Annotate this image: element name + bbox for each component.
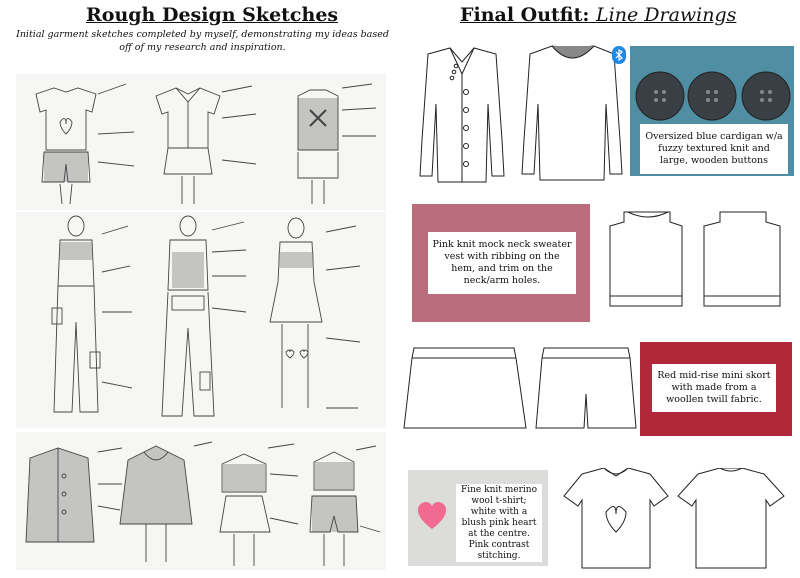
sketch-figure-shorts-set [310,446,380,566]
vest-line-drawings [602,206,792,314]
sketch-figure-crop-top [220,444,298,566]
cardigan-back-drawing [522,46,622,180]
sketch-figure-collar-top [156,86,256,204]
vest-caption: Pink knit mock neck sweater vest with ribbing on the hem, and trim on the neck/arm holes. [428,232,576,294]
sketch-row-2 [16,212,386,428]
skort-caption: Red mid-rise mini skort with made from a woollen twill fabric. [652,364,776,412]
skort-line-drawings [402,344,638,432]
sketch-figure-tshirt [36,84,134,204]
right-title-italic: Line Drawings [596,4,737,26]
sketch-row-3 [16,432,386,570]
sketch-row-1 [16,74,386,210]
heart-icon [416,500,448,532]
sketch-figure-hoodie [120,442,212,562]
right-title-prefix: Final Outfit: [460,4,590,26]
skort-front-drawing [404,348,526,428]
bluetooth-icon [612,46,626,64]
wooden-button-icon [688,72,736,120]
wooden-button-icon [742,72,790,120]
tshirt-back-drawing [678,468,784,568]
sketch-figure-utility [52,216,132,412]
tshirt-line-drawings [552,468,796,572]
cardigan-caption: Oversized blue cardigan w/a fuzzy textured knit and large, wooden buttons [640,124,788,174]
cardigan-front-drawing [420,48,504,182]
left-subtitle: Initial garment sketches completed by myself, demonstrating my ideas based off of my research and inspiration. [16,29,389,53]
right-title [460,4,736,26]
wooden-button-icon [636,72,684,120]
vest-front-drawing [610,212,682,306]
skort-back-drawing [536,348,636,428]
tshirt-caption: Fine knit merino wool t-shirt; white with a blush pink heart at the centre. Pink contrast stitching. [456,484,542,562]
cardigan-line-drawings [400,44,630,194]
sketch-figure-jacket [26,448,122,542]
sketch-figure-vest [298,84,376,204]
tshirt-front-drawing [564,468,668,568]
sketch-figure-cargo [162,216,246,416]
sketch-figure-dress [270,218,360,408]
vest-back-drawing [704,212,780,306]
left-title: Rough Design Sketches [86,4,339,26]
